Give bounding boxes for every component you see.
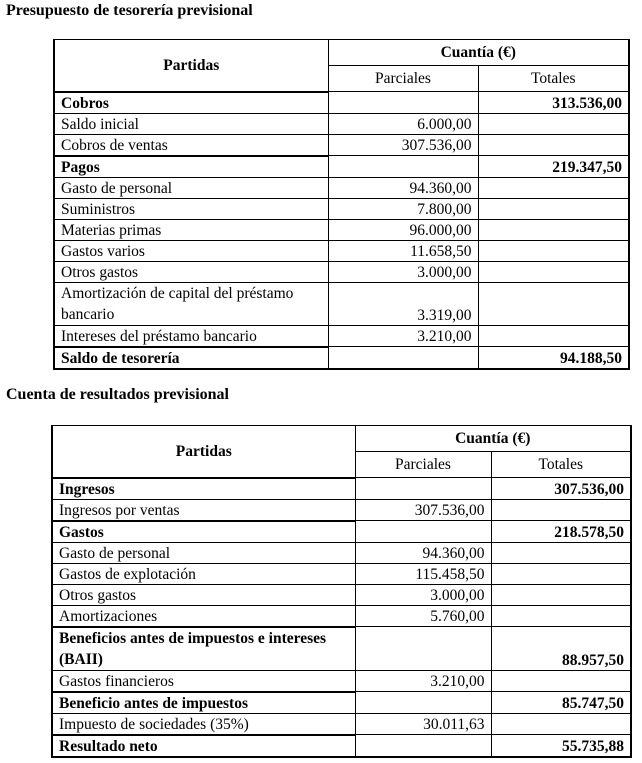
table-row [52,692,631,714]
row-label: Beneficios antes de impuestos e intereses (BAII) [52,627,355,671]
row-parcial [355,627,491,671]
row-label: Resultado neto [52,735,355,757]
row-total: 307.536,00 [491,478,631,500]
row-parcial: 6.000,00 [328,113,478,134]
table-row [52,670,631,692]
row-total [478,282,629,325]
table-row [54,134,629,156]
tesoreria-title: Presupuesto de tesorería previsional [6,2,253,19]
table-row [54,177,629,198]
row-label: Saldo de tesorería [54,347,328,369]
table-row [54,156,629,178]
row-parcial: 7.800,00 [328,198,478,219]
totales-header: Totales [491,452,631,478]
row-total: 85.747,50 [491,692,631,714]
row-parcial: 94.360,00 [355,542,491,563]
row-label: Ingresos [52,478,355,500]
row-label: Ingresos por ventas [52,499,355,521]
cuantia-header: Cuantía (€) [328,40,629,66]
row-label: Cobros de ventas [54,134,328,156]
row-label: Saldo inicial [54,113,328,134]
parciales-header: Parciales [355,452,491,478]
row-total [478,240,629,261]
table-row [54,219,629,240]
row-label: Beneficio antes de impuestos [52,692,355,714]
row-parcial: 96.000,00 [328,219,478,240]
row-parcial [328,92,478,114]
row-total: 313.536,00 [478,92,629,114]
row-label: Gastos financieros [52,670,355,692]
row-total [478,219,629,240]
table-row [52,521,631,543]
row-parcial: 3.000,00 [355,584,491,605]
row-label: Materias primas [54,219,328,240]
table-row [54,261,629,282]
row-total [491,563,631,584]
row-total [491,713,631,735]
totales-header: Totales [478,66,629,92]
row-label: Pagos [54,156,328,178]
row-parcial: 30.011,63 [355,713,491,735]
resultados-table [51,425,632,758]
partidas-header: Partidas [52,426,355,478]
table-row [54,113,629,134]
row-total [478,261,629,282]
row-total [478,198,629,219]
row-label: Gastos de explotación [52,563,355,584]
row-label: Gastos [52,521,355,543]
table-row [52,542,631,563]
row-parcial [355,692,491,714]
row-total [478,177,629,198]
row-parcial: 5.760,00 [355,605,491,627]
row-label: Gastos varios [54,240,328,261]
row-parcial: 307.536,00 [328,134,478,156]
row-parcial [328,347,478,369]
row-parcial [355,735,491,757]
row-total: 55.735,88 [491,735,631,757]
table-row [54,282,629,325]
row-total [478,325,629,347]
row-label: Cobros [54,92,328,114]
table-row [52,735,631,757]
table-row [52,627,631,671]
row-parcial: 307.536,00 [355,499,491,521]
row-label: Suministros [54,198,328,219]
row-total [491,499,631,521]
table-row [52,563,631,584]
cuantia-header: Cuantía (€) [355,426,631,452]
row-total: 218.578,50 [491,521,631,543]
row-total [491,670,631,692]
row-label: Amortizaciones [52,605,355,627]
row-label: Impuesto de sociedades (35%) [52,713,355,735]
row-parcial [328,156,478,178]
row-total [478,113,629,134]
table-row [52,478,631,500]
row-total [478,134,629,156]
table-row [54,347,629,369]
table-row [52,584,631,605]
row-label: Otros gastos [52,584,355,605]
parciales-header: Parciales [328,66,478,92]
row-parcial: 3.000,00 [328,261,478,282]
row-total: 94.188,50 [478,347,629,369]
row-total: 219.347,50 [478,156,629,178]
row-parcial: 3.210,00 [355,670,491,692]
table-row [54,325,629,347]
row-parcial: 115.458,50 [355,563,491,584]
row-total [491,542,631,563]
row-parcial: 11.658,50 [328,240,478,261]
row-label: Amortización de capital del préstamo bancario [54,282,328,325]
table-row [52,605,631,627]
row-total [491,584,631,605]
row-label: Gasto de personal [52,542,355,563]
table-row [52,713,631,735]
row-label: Gasto de personal [54,177,328,198]
row-parcial [355,478,491,500]
row-parcial [355,521,491,543]
table-row [54,198,629,219]
row-parcial: 3.210,00 [328,325,478,347]
row-label: Intereses del préstamo bancario [54,325,328,347]
row-label: Otros gastos [54,261,328,282]
resultados-title: Cuenta de resultados previsional [6,386,229,403]
row-total: 88.957,50 [491,627,631,671]
partidas-header: Partidas [54,40,328,92]
row-parcial: 94.360,00 [328,177,478,198]
row-total [491,605,631,627]
tesoreria-table [53,39,630,370]
row-parcial: 3.319,00 [328,282,478,325]
table-row [54,92,629,114]
table-row [54,240,629,261]
table-row [52,499,631,521]
